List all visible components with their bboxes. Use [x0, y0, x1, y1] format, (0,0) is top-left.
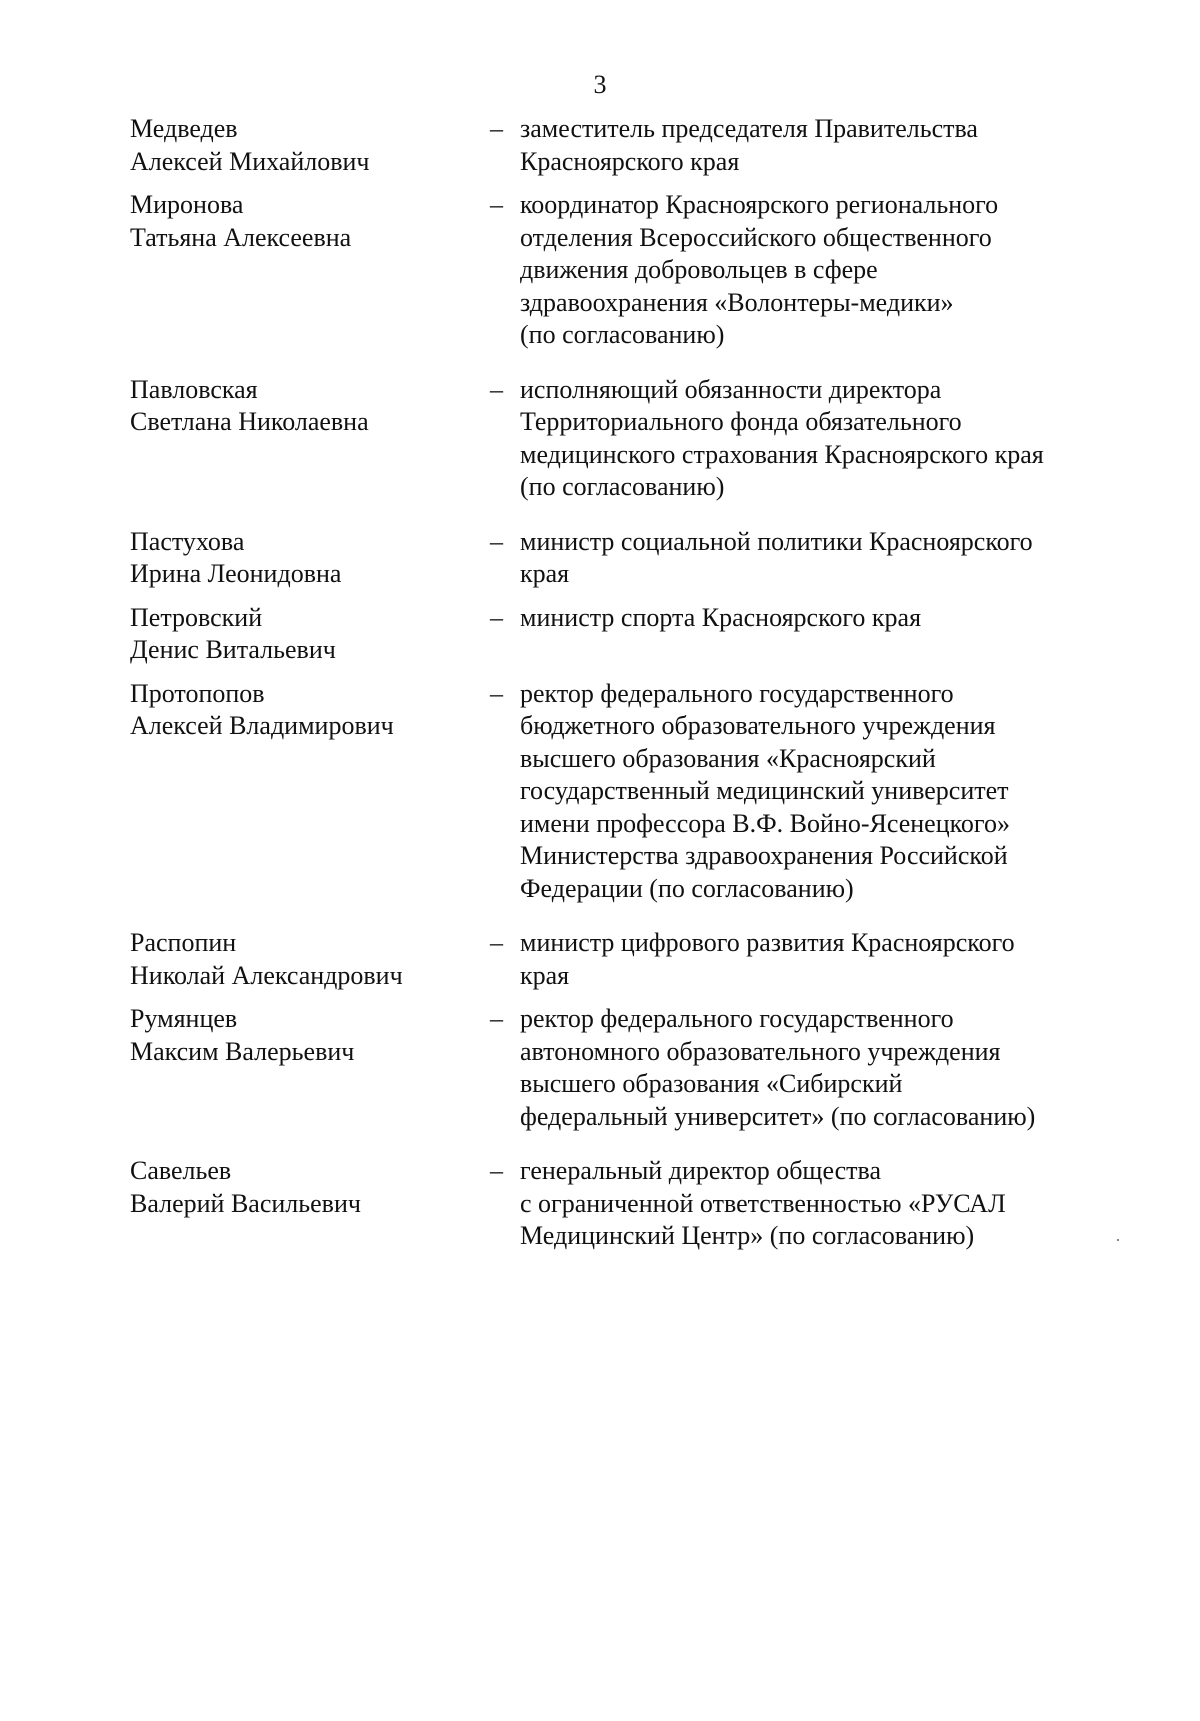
member-role: ректор федерального государственного бюджетного образовательного учреждения высшего образования «Красноярский государственный медицинский университет имени профессора В.Ф. Войно-Ясенецкого» Министерства здравоохранения Российской Федерации (по согласованию): [520, 678, 1010, 903]
scan-speck: [1117, 1239, 1119, 1241]
member-role: генеральный директор общества с ограниченной ответственностью «РУСАЛ Медицинский Центр» (по согласованию): [520, 1156, 1006, 1250]
member-surname: Петровский: [130, 602, 263, 632]
list-item: [130, 113, 1110, 178]
dash-separator: –: [490, 190, 503, 219]
dash-separator: –: [490, 114, 503, 143]
member-surname: Павловская: [130, 374, 258, 404]
member-surname: Распопин: [130, 928, 237, 957]
member-given-names: Николай Александрович: [130, 960, 403, 990]
member-list: [130, 113, 1110, 1253]
list-item: [130, 189, 1110, 352]
member-name: [130, 189, 490, 352]
member-given-names: Денис Витальевич: [130, 635, 336, 664]
member-given-names: Светлана Николаевна: [130, 407, 369, 436]
member-role: координатор Красноярского регионального отделения Всероссийского общественного движения добровольцев в сфере здравоохранения «Волонтеры-медики» (по согласованию): [520, 190, 999, 349]
member-role: исполняющий обязанности директора Территориального фонда обязательного медицинского страхования Красноярского края (по согласованию): [520, 374, 1044, 501]
member-name: [130, 1155, 490, 1253]
page-number: 3: [593, 70, 607, 99]
member-role: министр социальной политики Красноярского края: [520, 526, 1033, 588]
member-name: [130, 678, 490, 906]
member-role: заместитель председателя Правительства Красноярского края: [520, 114, 978, 176]
member-given-names: Максим Валерьевич: [130, 1036, 355, 1066]
member-surname: Медведев: [130, 114, 238, 143]
member-name: [130, 927, 490, 992]
dash-separator: –: [490, 602, 503, 632]
dash-separator: –: [490, 928, 503, 957]
member-given-names: Ирина Леонидовна: [130, 559, 342, 588]
member-given-names: Валерий Васильевич: [130, 1188, 361, 1218]
dash-separator: –: [490, 1156, 503, 1185]
member-role: министр цифрового развития Красноярского края: [520, 928, 1015, 990]
list-item: [130, 374, 1110, 504]
list-item: [130, 927, 1110, 992]
member-name: [130, 526, 490, 591]
member-name: [130, 374, 490, 504]
member-surname: Миронова: [130, 190, 244, 219]
member-surname: Савельев: [130, 1156, 232, 1185]
list-item: [130, 1155, 1110, 1253]
list-item: [130, 526, 1110, 591]
member-surname: Пастухова: [130, 526, 245, 556]
list-item: [130, 602, 1110, 667]
dash-separator: –: [490, 526, 503, 556]
member-role: ректор федерального государственного автономного образовательного учреждения высшего образования «Сибирский федеральный университет» (по согласованию): [520, 1004, 1036, 1131]
member-name: [130, 113, 490, 178]
list-item: [130, 678, 1110, 906]
member-name: [130, 602, 490, 667]
member-given-names: Татьяна Алексеевна: [130, 222, 352, 252]
member-surname: Румянцев: [130, 1004, 238, 1033]
list-item: [130, 1003, 1110, 1133]
member-given-names: Алексей Владимирович: [130, 711, 394, 740]
dash-separator: –: [490, 678, 503, 708]
member-name: [130, 1003, 490, 1133]
dash-separator: –: [490, 374, 503, 404]
member-given-names: Алексей Михайлович: [130, 146, 370, 176]
dash-separator: –: [490, 1004, 503, 1033]
member-surname: Протопопов: [130, 678, 265, 708]
member-role: министр спорта Красноярского края: [520, 602, 922, 632]
